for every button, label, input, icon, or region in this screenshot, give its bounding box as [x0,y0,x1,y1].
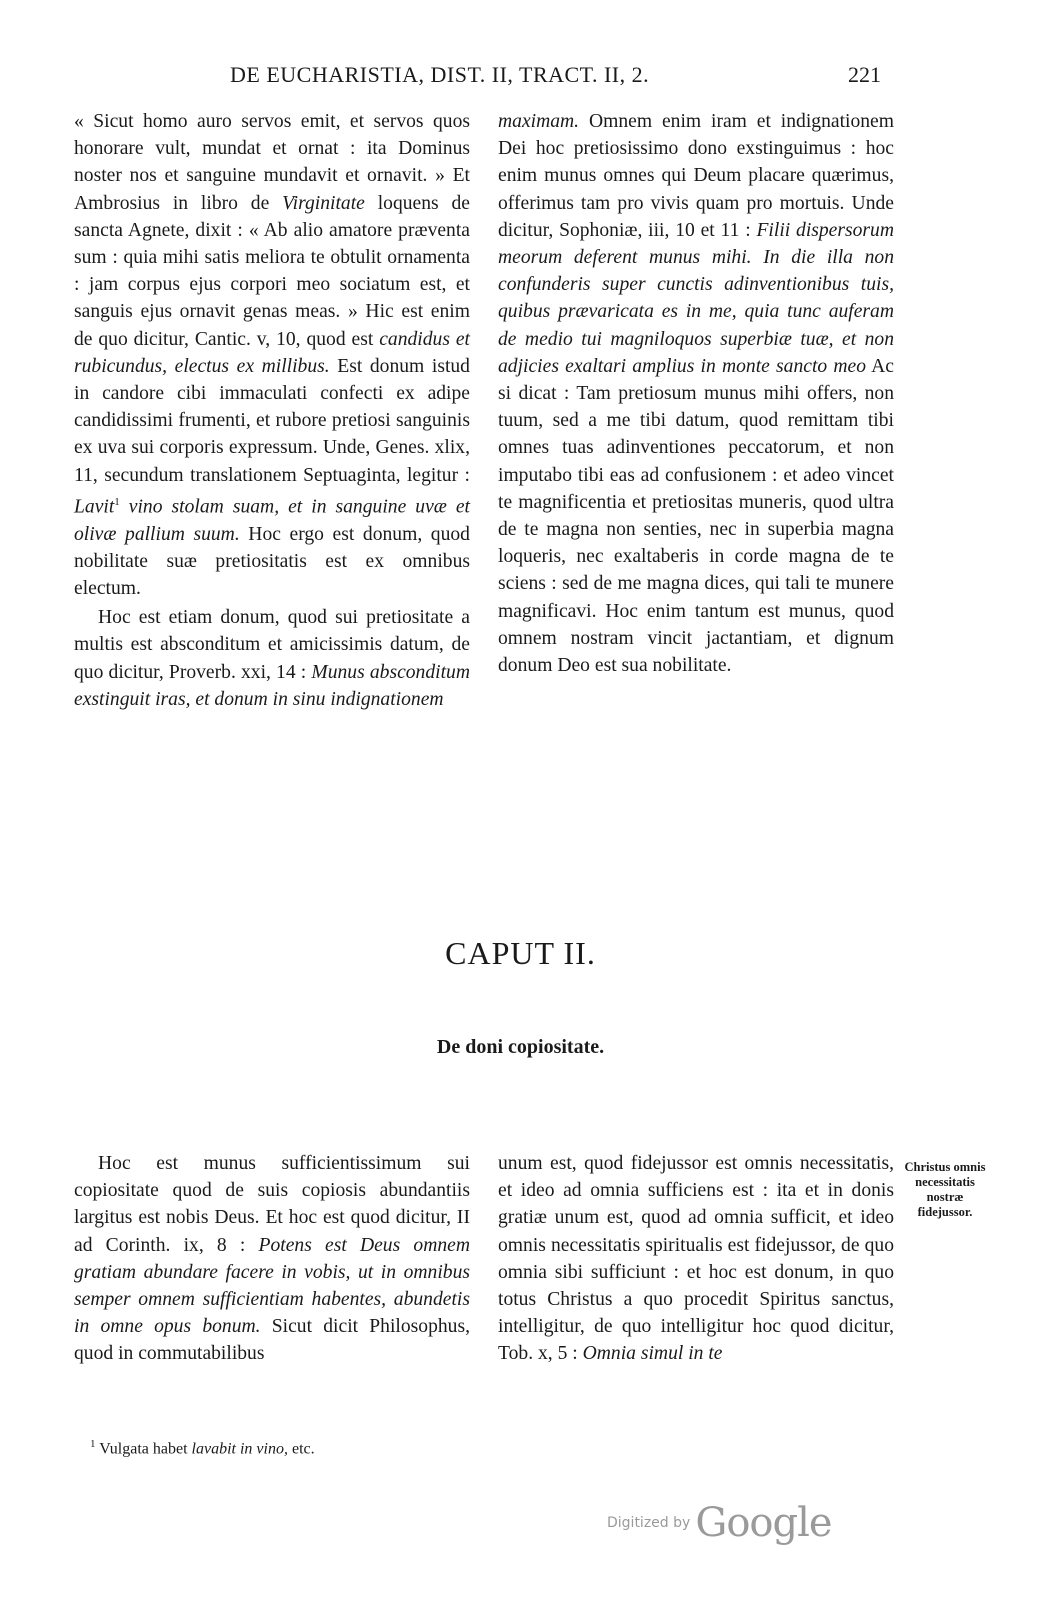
left-column-bottom [74,1150,470,1368]
chapter-title: CAPUT II. [445,935,596,971]
left-column-top [74,108,470,713]
italic-span: lavabit in vino, [191,1440,288,1458]
right-column-top [498,108,894,679]
text-span: loquens de sancta Agnete, dixit : « Ab alio amatore præventa sum : quia mihi satis meliora te obtulit ornamenta : jam corpus ejus corpori meo sociatum est, et sanguis ejus ornavit genas meas. » Hic est enim de quo dicitur, Cantic. v, 10, quod est [74,192,470,350]
text-span: Hoc est etiam donum, quod sui pretiositate a multis est absconditum et amicissimis datum, de quo dicitur, Proverb. xxi, 14 : [74,607,470,683]
paragraph [74,1150,470,1368]
text-span: Hoc ergo est donum, quod nobilitate suæ pretiositatis est ex omnibus electum. [74,523,470,599]
text-span: etc. [287,1440,315,1458]
paragraph [498,1150,894,1368]
italic-span: vino stolam suam, et in sanguine uvæ et olivæ pallium suum. [74,496,470,545]
footnote-marker: 1 [114,495,120,508]
italic-span: maximam. [498,111,580,132]
digitized-watermark [607,1500,832,1546]
italic-span: candidus et rubicundus, electus ex millibus. [74,328,470,377]
italic-span: Filii dispersorum meorum deferent munus mihi. In die illa non confunderis super cunctis adinventionibus tuis, quibus prævaricata es in me, quia tunc auferam de medio tui magniloquos superbiæ tuæ, et non adjicies exaltari amplius in monte sancto meo [498,219,894,377]
paragraph [498,108,894,679]
watermark-prefix: Digitized by [607,1515,691,1531]
running-head: DE EUCHARISTIA, DIST. II, TRACT. II, 2. [230,62,650,87]
text-span: Est donum istud in candore cibi immaculati confecti ex adipe candidissimi frumenti, et rubore pretiosi sanguinis ex uva sui corporis expressum. Unde, Genes. xlix, 11, secundum translationem Septuaginta, legitur : [74,355,470,486]
paragraph [74,604,470,713]
text-span: Hoc est munus sufficientissimum sui copiositate quod de suis copiosis abundantiis largitus est nobis Deus. Et hoc est quod dicitur, II ad Corinth. ix, 8 : [74,1153,470,1256]
google-logo: Google [695,1500,832,1546]
text-span: Omnem enim iram et indignationem Dei hoc pretiosissimo dono exstinguimus : hoc enim munus omnes qui Deum placare quærimus, offerimus tam pro vivis quam pro mortuis. Unde dicitur, Sophoniæ, iii, 10 et 11 : [498,111,894,241]
text-span: « Sicut homo auro servos emit, et servos quos honorare vult, mundat et ornat : ita Dominus noster nos et sanguine mundavit et ornavit. » Et Ambrosius in libro de [74,111,470,214]
footnote-marker: 1 [90,1438,96,1450]
page-number: 221 [848,62,881,87]
italic-span: Lavit [74,496,115,518]
italic-span: Munus absconditum exstinguit iras, et donum in sinu indignationem [74,661,470,710]
text-span: Sicut dicit Philosophus, quod in commutabilibus [74,1316,470,1365]
paragraph [74,108,470,602]
text-span: Vulgata habet [95,1440,192,1458]
chapter-subtitle: De doni copiositate. [436,1036,605,1058]
text-span: unum est, quod fidejussor est omnis necessitatis, et ideo ad omnia sufficiens est : ita et in donis gratiæ unum est, quod ad omnia sufficit, et ideo omnis necessitatis spiritualis est fidejussor, de quo omnia sibi sufficiunt : et hoc est donum, in quo totus Christus a quo procedit Spiritus sanctus, intelligitur, de quo intelligitur hoc quod dicitur, Tob. x, 5 : [498,1153,894,1365]
text-span: Ac si dicat : Tam pretiosum munus mihi offers, non tuum, sed a me tibi datum, quod remittam tibi omnes tuas adinventiones peccatorum, et non imputabo tibi eas ad confusionem : et adeo vincet te magnificentia et pretiositas muneris, quod ultra de te magna non senties, nec in superbia magna loqueris, nec exaltaberis in corde magna de te sciens : sed de me magna dices, qui tali te munere magnificavi. Hoc enim tantum est munus, quod omnem nostram vincit jactantiam, et dignum donum Deo est sua nobilitate. [498,355,894,677]
italic-span: Omnia simul in te [582,1343,723,1365]
footnote [90,1438,315,1458]
italic-span: Virginitate [282,192,365,214]
italic-span: Potens est Deus omnem gratiam abundare facere in vobis, ut in omnibus semper omnem sufficientiam habentes, abundetis in omne opus bonum. [74,1234,470,1338]
margin-note: Christus omnis necessitatis nostræ fidejussor. [904,1160,986,1219]
right-column-bottom [498,1150,894,1368]
